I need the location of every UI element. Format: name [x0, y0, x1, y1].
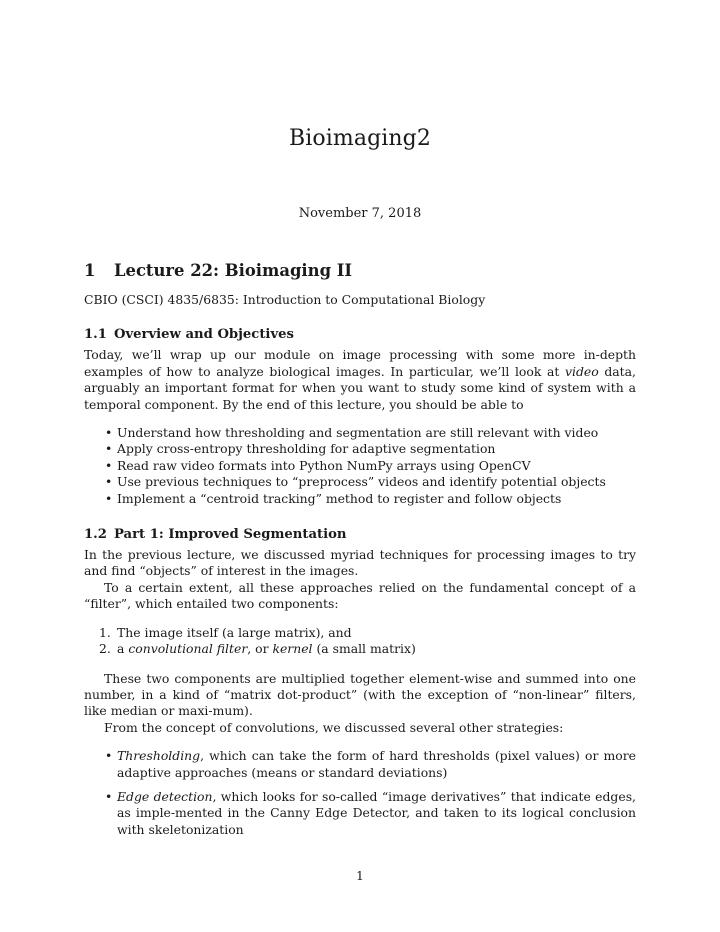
document-date: November 7, 2018: [298, 206, 422, 221]
page-number: 1: [356, 868, 364, 883]
section-number: 1: [84, 261, 96, 280]
course-line: CBIO (CSCI) 4835/6835: Introduction to Computational Biology: [84, 292, 486, 307]
document-body: [84, 252, 636, 846]
list-item: • Read raw video formats into Python NumPy arrays using OpenCV: [84, 458, 636, 474]
list-item: 2. a convolutional filter, or kernel (a small matrix): [99, 641, 416, 657]
segmentation-paragraph-3: These two components are multiplied together element-wise and summed into one number, in a kind of “matrix dot-product” (with the exception of “non-linear” filters, like median or maxi-mum).: [84, 670, 636, 719]
emphasis-video: video: [565, 363, 599, 379]
subsection-heading-segmentation: [84, 523, 636, 547]
subsection-title: Overview and Objectives: [114, 327, 294, 343]
subsection-number: 1.1: [84, 327, 107, 343]
list-item: • Implement a “centroid tracking” method to register and follow objects: [84, 491, 636, 507]
emphasis-kernel: kernel: [272, 641, 313, 657]
emphasis-edge-detection: Edge detection: [117, 788, 213, 804]
list-item: • Edge detection, which looks for so-called “image derivatives” that indicate edges, as imple-mented in the Canny Edge Detector, and taken to its logical conclusion with skeletonization: [84, 789, 636, 838]
section-title: Lecture 22: Bioimaging II: [114, 261, 353, 280]
subsection-number: 1.2: [84, 527, 107, 543]
segmentation-paragraph-2: To a certain extent, all these approaches relied on the fundamental concept of a “filter”, which entailed two components:: [84, 579, 636, 612]
list-item: • Use previous techniques to “preprocess” videos and identify potential objects: [84, 474, 636, 490]
list-item: • Thresholding, which can take the form of hard thresholds (pixel values) or more adaptive approaches (means or standard deviations): [84, 748, 636, 781]
emphasis-thresholding: Thresholding: [117, 748, 201, 764]
subsection-title: Part 1: Improved Segmentation: [114, 527, 347, 543]
segmentation-paragraph-4: From the concept of convolutions, we discussed several other strategies:: [104, 719, 564, 735]
filter-components-list: [84, 625, 636, 658]
strategies-list: [84, 748, 636, 838]
objectives-list: [84, 425, 636, 507]
overview-paragraph: Today, we’ll wrap up our module on image processing with some more in-depth examples of how to analyze biological images. In particular, we’ll look at video data, arguably an important format for when you want to study some kind of system with a temporal component. By the end of this lecture, you should be able to: [84, 347, 636, 412]
list-item: 1. The image itself (a large matrix), and: [99, 624, 352, 640]
section-heading: [84, 252, 636, 290]
segmentation-paragraph-1: In the previous lecture, we discussed myriad techniques for processing images to try and find “objects” of interest in the images.: [84, 547, 636, 579]
document-title: Bioimaging2: [289, 126, 431, 151]
list-item: • Understand how thresholding and segmentation are still relevant with video: [84, 425, 636, 441]
list-item: • Apply cross-entropy thresholding for adaptive segmentation: [84, 441, 636, 457]
emphasis-convolutional-filter: convolutional filter: [128, 641, 248, 657]
subsection-heading-overview: [84, 323, 636, 347]
